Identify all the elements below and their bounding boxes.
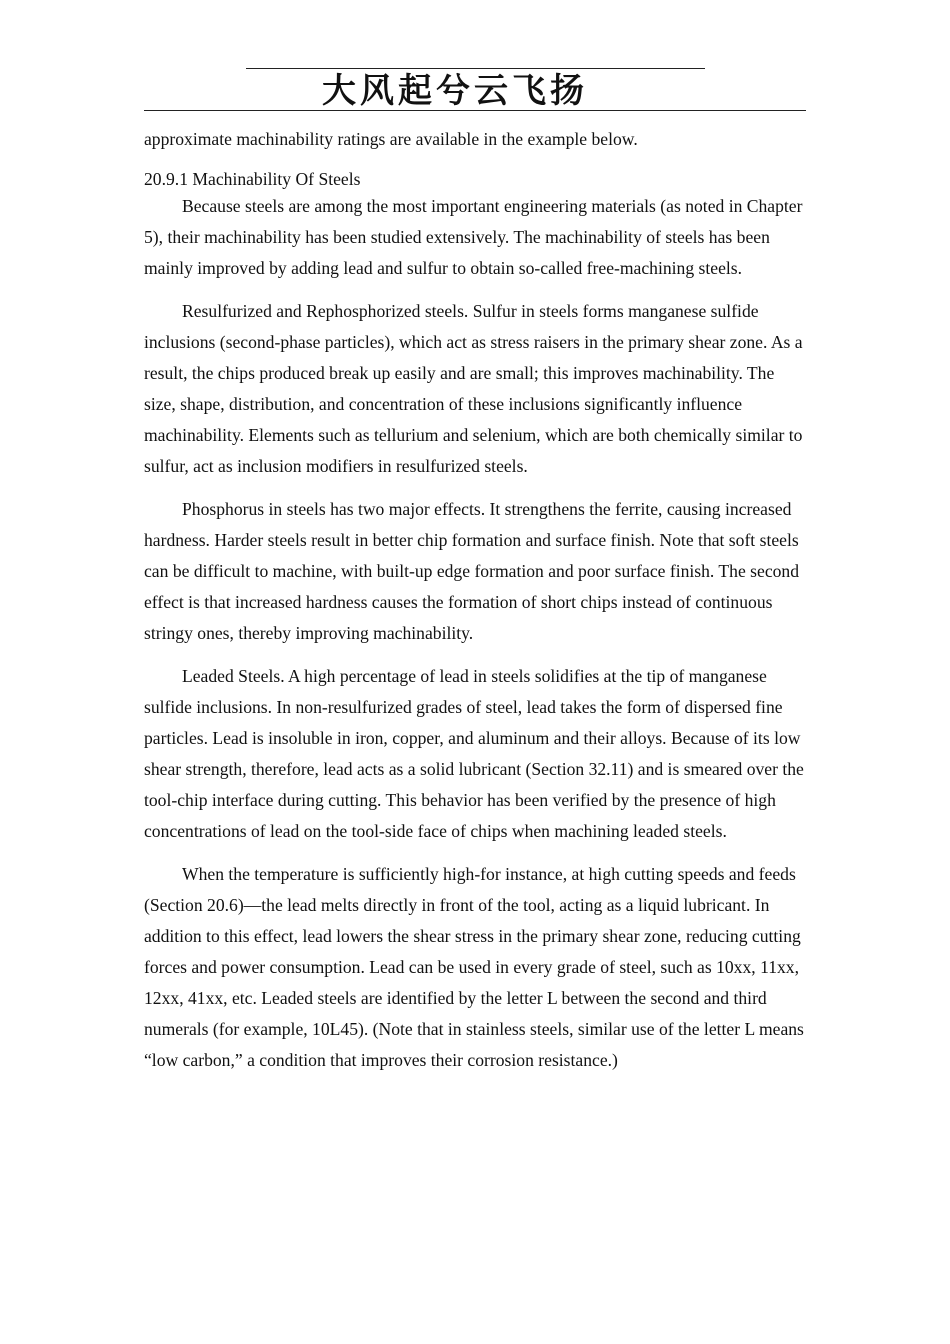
paragraph-temperature: When the temperature is sufficiently high-for instance, at high cutting speeds and feeds (Section 20.6)—the lead melts directly in front of the tool, acting as a liquid lubricant. In addition to this effect, lead lowers the shear stress in the primary shear zone, reducing cutting forces and power consumption. Lead can be used in every grade of steel, such as 10xx, 11xx, 12xx, 41xx, etc. Leaded steels are identified by the letter L between the second and third numerals (for example, 10L45). (Note that in stainless steels, similar use of the letter L means “low carbon,” a condition that improves their corrosion resistance.) [144,864,804,1070]
paragraph-leaded-steels: Leaded Steels. A high percentage of lead in steels solidifies at the tip of manganese sulfide inclusions. In non-resulfurized grades of steel, lead takes the form of dispersed fine particles. Lead is insoluble in iron, copper, and aluminum and their alloys. Because of its low shear strength, therefore, lead acts as a solid lubricant (Section 32.11) and is smeared over the tool-chip interface during cutting. This behavior has been verified by the presence of high concentrations of lead on the tool-side face of chips when machining leaded steels. [144,666,804,841]
document-body [144,124,808,1088]
paragraph-steels-overview: Because steels are among the most important engineering materials (as noted in Chapter 5), their machinability has been studied extensively. The machinability of steels has been mainly improved by adding lead and sulfur to obtain so-called free-machining steels. [144,196,803,278]
header-rule-bottom [144,110,806,111]
section-heading: 20.9.1 Machinability Of Steels [144,169,361,189]
intro-line: approximate machinability ratings are available in the example below. [144,129,638,149]
paragraph-resulfurized: Resulfurized and Rephosphorized steels. Sulfur in steels forms manganese sulfide inclusions (second-phase particles), which act as stress raisers in the primary shear zone. As a result, the chips produced break up easily and are small; this improves machinability. The size, shape, distribution, and concentration of these inclusions significantly influence machinability. Elements such as tellurium and selenium, which are both chemically similar to sulfur, act as inclusion modifiers in resulfurized steels. [144,301,803,476]
header-banner: 大风起兮云飞扬 [322,71,588,111]
header-rule-top [246,68,705,69]
paragraph-phosphorus: Phosphorus in steels has two major effects. It strengthens the ferrite, causing increased hardness. Harder steels result in better chip formation and surface finish. Note that soft steels can be difficult to machine, with built-up edge formation and poor surface finish. The second effect is that increased hardness causes the formation of short chips instead of continuous stringy ones, thereby improving machinability. [144,499,800,643]
